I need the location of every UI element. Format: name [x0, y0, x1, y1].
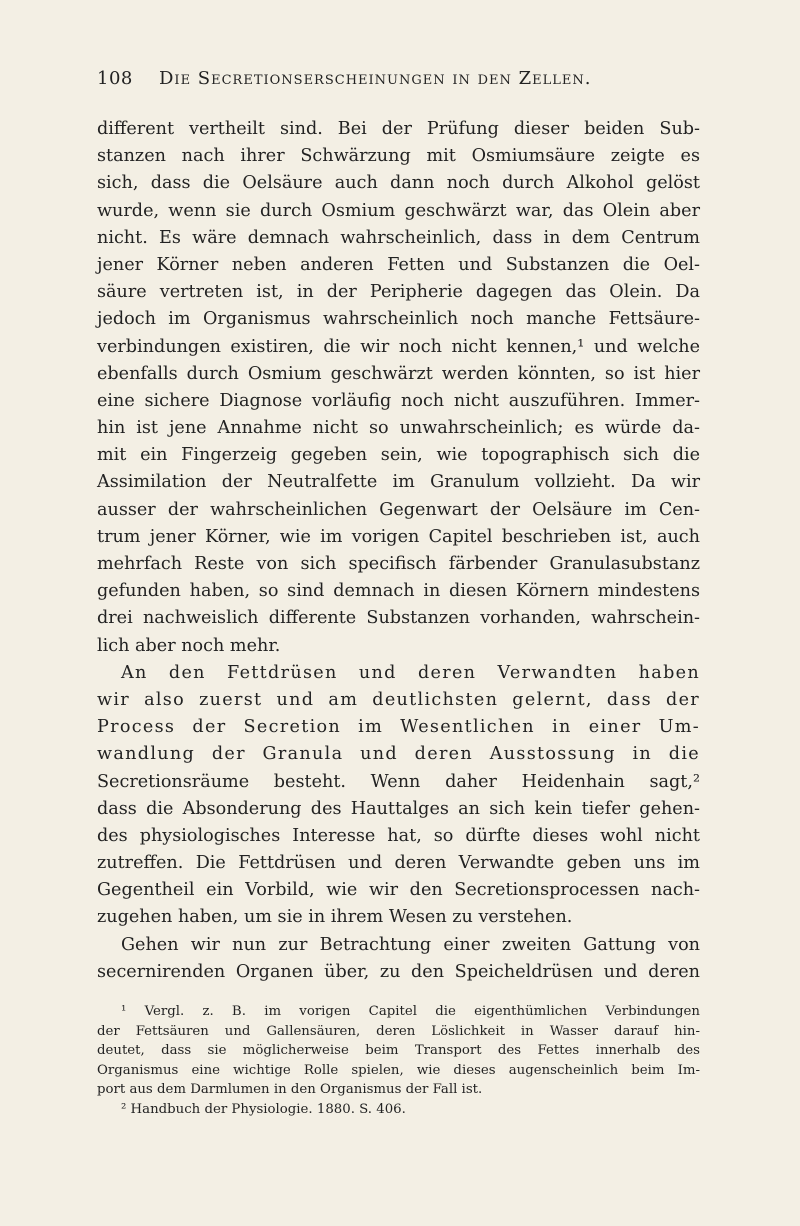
text-line: säure vertreten ist, in der Peripherie dagegen das Olein. Da — [97, 282, 700, 303]
text-line: drei nachweislich differente Substanzen vorhanden, wahrschein- — [97, 608, 700, 629]
text-line: mit ein Fingerzeig gegeben sein, wie topographisch sich die — [97, 445, 700, 466]
footnote-line: port aus dem Darmlumen in den Organismus der Fall ist. — [97, 1082, 483, 1097]
text-line: secernirenden Organen über, zu den Speicheldrüsen und deren — [97, 961, 700, 982]
text-line: zutreffen. Die Fettdrüsen und deren Verwandte geben uns im — [97, 853, 700, 874]
text-line: trum jener Körner, wie im vorigen Capitel beschrieben ist, auch — [97, 526, 700, 547]
text-line: jedoch im Organismus wahrscheinlich noch manche Fettsäure- — [97, 309, 700, 330]
text-line: Assimilation der Neutralfette im Granulum vollzieht. Da wir — [97, 472, 700, 493]
text-line-emphasis: An den Fettdrüsen und deren Verwandten haben — [121, 662, 700, 683]
text-line: different vertheilt sind. Bei der Prüfung dieser beiden Sub- — [97, 119, 700, 139]
text-line: zugehen haben, um sie in ihrem Wesen zu verstehen. — [97, 907, 573, 928]
text-line: Gehen wir nun zur Betrachtung einer zweiten Gattung von — [121, 934, 700, 955]
text-line-emphasis: wandlung der Granula und deren Ausstossung in die — [97, 744, 700, 765]
text-line: des physiologisches Interesse hat, so dürfte dieses wohl nicht — [97, 825, 700, 846]
footnote-line: der Fettsäuren und Gallensäuren, deren Löslichkeit in Wasser darauf hin- — [97, 1023, 700, 1039]
text-line: Gegentheil ein Vorbild, wie wir den Secretionsprocessen nach- — [97, 880, 700, 901]
text-line: eine sichere Diagnose vorläufig noch nicht auszuführen. Immer- — [97, 390, 700, 411]
text-line: ausser der wahrscheinlichen Gegenwart der Oelsäure im Cen- — [97, 499, 700, 520]
text-line: ebenfalls durch Osmium geschwärzt werden könnten, so ist hier — [97, 363, 700, 384]
footnote-line: ² Handbuch der Physiologie. 1880. S. 406. — [121, 1101, 406, 1117]
text-line: wurde, wenn sie durch Osmium geschwärzt war, das Olein aber — [97, 200, 700, 221]
page-number: 108 — [97, 68, 133, 89]
text-line: gefunden haben, so sind demnach in diesen Körnern mindestens — [97, 581, 700, 602]
text-line-emphasis: wir also zuerst und am deutlichsten gelernt, dass der — [97, 689, 700, 710]
text-line: lich aber noch mehr. — [97, 635, 281, 656]
text-line: verbindungen existiren, die wir noch nicht kennen,¹ und welche — [97, 336, 700, 357]
text-line: stanzen nach ihrer Schwärzung mit Osmiumsäure zeigte es — [97, 146, 700, 167]
text-line: Secretionsräume besteht. Wenn daher Heidenhain sagt,² — [97, 771, 700, 792]
text-line: mehrfach Reste von sich specifisch färbender Granulasubstanz — [97, 554, 700, 574]
running-header — [97, 68, 677, 94]
text-line: dass die Absonderung des Hauttalges an sich kein tiefer gehen- — [97, 798, 700, 819]
main-text — [97, 116, 700, 986]
text-line: sich, dass die Oelsäure auch dann noch durch Alkohol gelöst — [97, 173, 700, 194]
footnote-line: deutet, dass sie möglicherweise beim Transport des Fettes innerhalb des — [97, 1043, 700, 1058]
footnotes — [97, 1002, 700, 1119]
text-line: hin ist jene Annahme nicht so unwahrscheinlich; es würde da- — [97, 418, 700, 439]
footnote-line: Organismus eine wichtige Rolle spielen, wie dieses augenscheinlich beim Im- — [97, 1062, 700, 1078]
text-line: nicht. Es wäre demnach wahrscheinlich, dass in dem Centrum — [97, 227, 700, 248]
running-title: Die Secretionserscheinungen in den Zellen. — [159, 68, 592, 89]
text-line: jener Körner neben anderen Fetten und Substanzen die Oel- — [97, 254, 700, 275]
footnote-line: ¹ Vergl. z. B. im vorigen Capitel die eigenthümlichen Verbindungen — [121, 1004, 700, 1019]
text-line-emphasis: Process der Secretion im Wesentlichen in einer Um- — [97, 717, 700, 738]
